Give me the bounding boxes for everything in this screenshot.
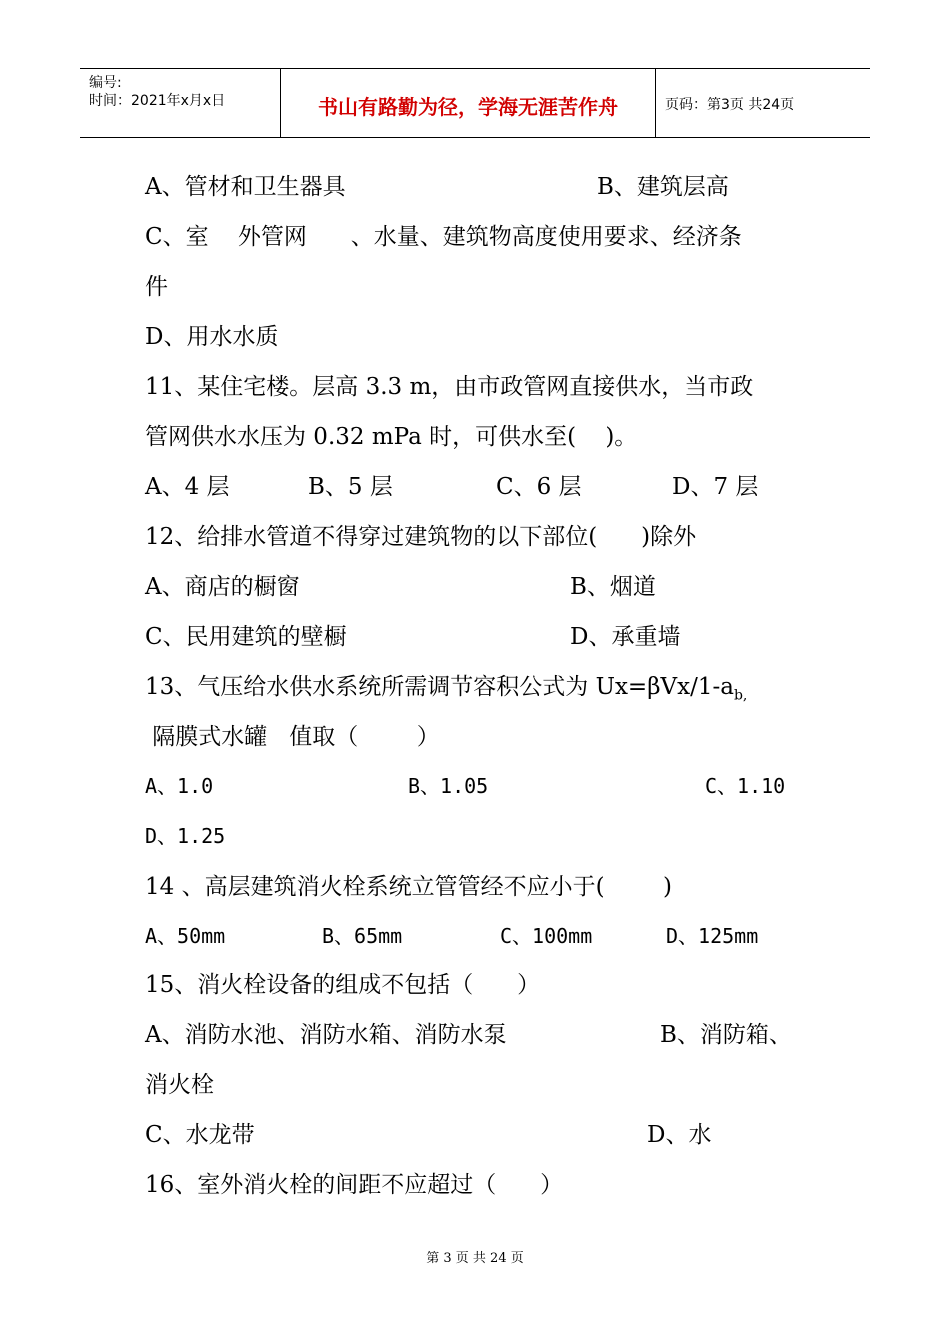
page-footer: 第 3 页 共 24 页 <box>426 1251 524 1266</box>
header-page-info: 页码：第3页 共24页 <box>665 97 795 113</box>
q15-option-b-continued: 消火栓 <box>145 1072 214 1098</box>
q15-option-a: A、消防水池、消防水箱、消防水泵 <box>145 1022 507 1048</box>
header-motto-cell <box>280 69 656 137</box>
time-label: 时间：2021年x月x日 <box>89 93 226 109</box>
question-13 <box>145 668 747 704</box>
question-15: 15、消火栓设备的组成不包括（ ） <box>145 972 541 998</box>
q12-option-c: C、民用建筑的壁橱 <box>145 624 347 650</box>
q13-option-b: B、1.05 <box>408 774 489 798</box>
number-label: 编号: <box>89 75 122 91</box>
q13-option-d: D、1.25 <box>145 824 226 848</box>
option-b-floor-height: B、建筑层高 <box>597 174 729 200</box>
q11-option-c: C、6 层 <box>496 474 582 500</box>
q15-option-b: B、消防箱、 <box>660 1022 792 1048</box>
question-13-text: 13、气压给水供水系统所需调节容积公式为 Ux=βVx/1-a <box>145 674 734 700</box>
q12-option-b: B、烟道 <box>570 574 656 600</box>
q14-option-c: C、100mm <box>500 924 593 948</box>
q13-option-c: C、1.10 <box>705 774 786 798</box>
question-13-continued: 隔膜式水罐 值取（ ） <box>145 724 440 750</box>
q14-option-a: A、50mm <box>145 924 226 948</box>
q14-option-d: D、125mm <box>666 924 759 948</box>
option-a-pipes: A、管材和卫生器具 <box>145 174 346 200</box>
header-left-cell <box>80 69 280 137</box>
q14-option-b: B、65mm <box>322 924 403 948</box>
q12-option-d: D、承重墙 <box>570 624 681 650</box>
page-header <box>80 68 870 138</box>
question-13-subscript: b, <box>733 687 748 704</box>
header-motto: 书山有路勤为径，学海无涯苦作舟 <box>318 95 618 119</box>
header-right-cell <box>655 69 870 137</box>
question-16: 16、室外消火栓的间距不应超过（ ） <box>145 1172 564 1198</box>
q11-option-b: B、5 层 <box>308 474 393 500</box>
q12-option-a: A、商店的橱窗 <box>145 574 300 600</box>
question-12: 12、给排水管道不得穿过建筑物的以下部位( )除外 <box>145 524 697 550</box>
option-c-line: C、室 外管网 、水量、建筑物高度使用要求、经济条 <box>145 224 742 250</box>
option-c-continued: 件 <box>145 274 168 300</box>
q15-option-c: C、水龙带 <box>145 1122 255 1148</box>
q15-option-d: D、水 <box>647 1122 712 1148</box>
question-14: 14 、高层建筑消火栓系统立管管经不应小于( ) <box>145 874 673 900</box>
q13-option-a: A、1.0 <box>145 774 214 798</box>
question-11-continued: 管网供水水压为 0.32 mPa 时，可供水至( )。 <box>145 424 638 450</box>
q11-option-d: D、7 层 <box>672 474 759 500</box>
question-11: 11、某住宅楼。层高 3.3 m，由市政管网直接供水，当市政 <box>145 374 754 400</box>
q11-option-a: A、4 层 <box>145 474 230 500</box>
option-d-water-quality: D、用水水质 <box>145 324 279 350</box>
